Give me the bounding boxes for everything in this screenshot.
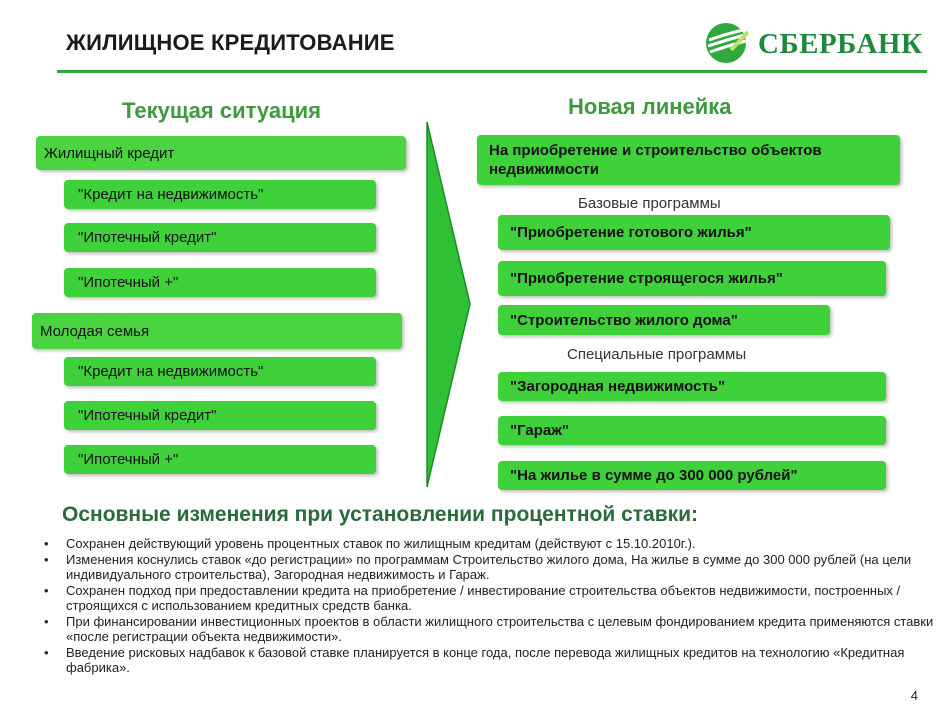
special-programs-caption: Специальные программы: [567, 346, 747, 363]
sberbank-logo: [703, 20, 923, 66]
right-heading: Новая линейка: [568, 94, 732, 119]
left-item: "Ипотечный кредит": [64, 401, 376, 430]
group-label-housing-credit: Жилищный кредит: [36, 136, 406, 170]
new-line-top-box: На приобретение и строительство объектов недвижимости: [477, 135, 900, 185]
group-label-young-family: Молодая семья: [32, 313, 402, 349]
page-number: 4: [910, 688, 918, 703]
left-item: "Ипотечный кредит": [64, 223, 376, 252]
list-item: • Введение рисковых надбавок к базовой ставке планируется в конце года, после перевода жилищных кредитов на технологию «Кредитная фабрика».: [66, 645, 940, 676]
list-item: • Сохранен подход при предоставлении кредита на приобретение / инвестирование строительства объектов недвижимости, построенных / строящихся с использованием кредитных средств банка.: [66, 583, 940, 614]
sberbank-emblem-icon: [703, 20, 749, 66]
base-program-item: "Строительство жилого дома": [498, 305, 830, 335]
base-program-item: "Приобретение готового жилья": [498, 215, 890, 250]
special-program-item: "Загородная недвижимость": [498, 372, 886, 401]
base-programs-caption: Базовые программы: [578, 195, 721, 212]
list-item: • При финансировании инвестиционных проектов в области жилищного строительства с целевым фондированием кредита применяются ставки «после регистрации объекта недвижимости».: [66, 614, 940, 645]
changes-heading: Основные изменения при установлении процентной ставки:: [62, 503, 699, 526]
left-item: "Ипотечный +": [64, 445, 376, 474]
special-program-item: "Гараж": [498, 416, 886, 445]
left-item: "Кредит на недвижимость": [64, 357, 376, 386]
left-item: "Ипотечный +": [64, 268, 376, 297]
transition-arrow-icon: [426, 122, 471, 487]
changes-list: [30, 536, 940, 676]
list-item: • Сохранен действующий уровень процентных ставок по жилищным кредитам (действуют с 15.10.2010г.).: [66, 536, 940, 552]
logo-text: СБЕРБАНК: [758, 28, 923, 60]
base-program-item: "Приобретение строящегося жилья": [498, 261, 886, 296]
slide-title: ЖИЛИЩНОЕ КРЕДИТОВАНИЕ: [66, 30, 395, 55]
special-program-item: "На жилье в сумме до 300 000 рублей": [498, 461, 886, 490]
header-divider: [57, 70, 927, 73]
left-item: "Кредит на недвижимость": [64, 180, 376, 209]
list-item: • Изменения коснулись ставок «до регистрации» по программам Строительство жилого дома, На жилье в сумме до 300 000 рублей (на цели индивидуального строительства), Загородная недвижимость и Гараж.: [66, 552, 940, 583]
left-heading: Текущая ситуация: [122, 98, 321, 123]
